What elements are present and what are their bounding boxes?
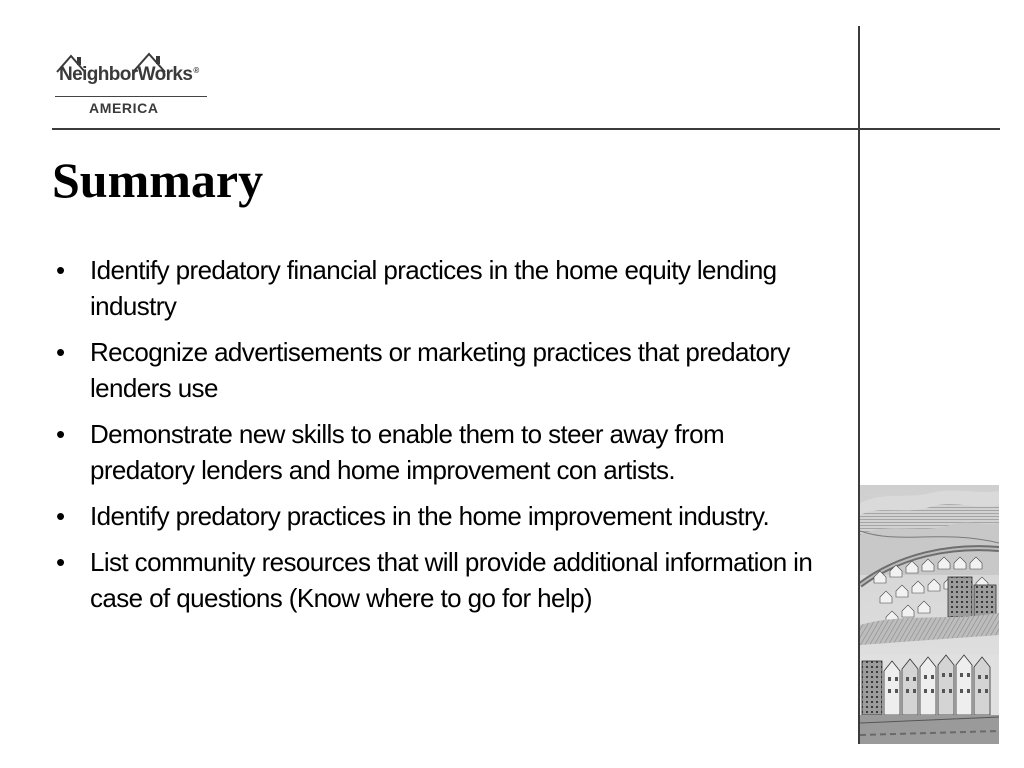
- neighborworks-logo: [55, 48, 215, 120]
- bullet-dot: •: [56, 419, 66, 449]
- bullet-item: [52, 416, 832, 488]
- bullet-dot: •: [56, 337, 66, 367]
- logo-subtitle: AMERICA: [89, 100, 159, 116]
- bullet-text: List community resources that will provide additional information in case of questions (Know where to go for help): [90, 547, 813, 613]
- bullet-text: Demonstrate new skills to enable them to steer away from predatory lenders and home improvement con artists.: [90, 419, 725, 485]
- slide-title: Summary: [52, 152, 264, 208]
- logo-name: NeighborWorks: [59, 64, 193, 85]
- bullet-dot: •: [56, 501, 66, 531]
- bullet-item: [52, 334, 832, 406]
- bullet-list: [52, 252, 832, 626]
- registered-mark: ®: [193, 65, 199, 75]
- bullet-text: Identify predatory practices in the home improvement industry.: [90, 501, 770, 531]
- bullet-item: [52, 544, 832, 616]
- logo-wordmark: [59, 64, 199, 86]
- bullet-dot: •: [56, 547, 66, 577]
- bullet-dot: •: [56, 255, 66, 285]
- bullet-item: [52, 498, 832, 534]
- bullet-item: [52, 252, 832, 324]
- neighborhood-illustration: [860, 485, 999, 744]
- bullet-text: Identify predatory financial practices in the home equity lending industry: [90, 255, 777, 321]
- logo-divider: [55, 96, 207, 97]
- bullet-text: Recognize advertisements or marketing practices that predatory lenders use: [90, 337, 790, 403]
